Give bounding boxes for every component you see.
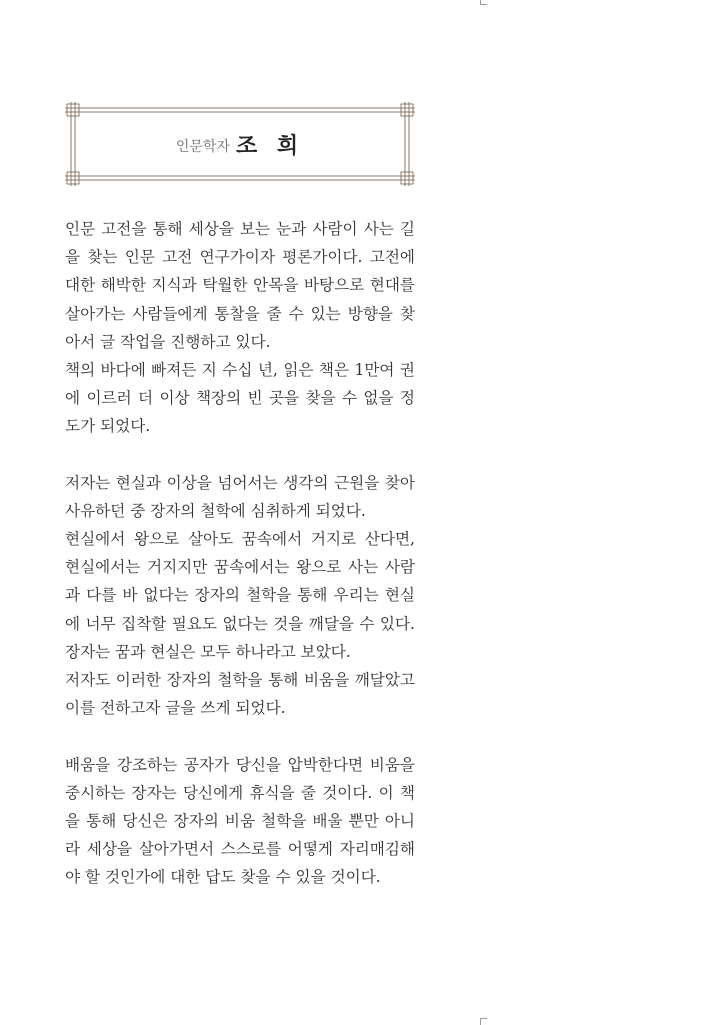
text-line: 현실에서는 거지지만 꿈속에서는 왕으로 사는 사람 [65,558,415,577]
text-line: 인문 고전을 통해 세상을 보는 눈과 사람이 사는 길 [65,220,415,238]
text-line: 현실에서 왕으로 살아도 꿈속에서 거지로 산다면, [65,530,415,549]
bio-paragraph-3 [65,751,415,892]
text-line: 아서 글 작업을 진행하고 있다. [65,332,271,351]
author-title-frame [65,102,415,186]
text-line: 살아가는 사람들에게 통찰을 줄 수 있는 방향을 찾 [65,304,415,323]
text-line: 을 찾는 인문 고전 연구가이자 평론가이다. 고전에 [65,248,415,267]
text-line: 대한 해박한 지식과 탁월한 안목을 바탕으로 현대를 [65,276,415,295]
text-line: 이를 전하고자 글을 쓰게 되었다. [65,699,286,718]
text-line: 과 다를 바 없다는 장자의 철학을 통해 우리는 현실 [65,586,415,605]
bio-paragraph-2 [65,469,415,723]
paragraph-gap [65,722,415,750]
text-line: 야 할 것인가에 대한 답도 찾을 수 있을 것이다. [65,868,381,887]
text-line: 책의 바다에 빠져든 지 수십 년, 읽은 책은 1만여 권 [65,360,415,379]
author-role: 인문학자 [175,139,230,155]
paragraph-gap [65,441,415,469]
text-line: 에 너무 집착할 필요도 없다는 것을 깨달을 수 있다. [65,614,415,633]
author-name: 조 희 [235,132,305,159]
text-line: 사유하던 중 장자의 철학에 심취하게 되었다. [65,501,366,520]
author-bio [65,215,415,892]
text-line: 저자도 이러한 장자의 철학을 통해 비움을 깨달았고 [65,671,415,689]
text-line: 을 통해 당신은 장자의 비움 철학을 배울 뿐만 아니 [65,811,415,830]
crop-mark-top [480,0,487,5]
text-line: 도가 되었다. [65,417,151,436]
bio-paragraph-1 [65,215,415,441]
text-line: 저자는 현실과 이상을 넘어서는 생각의 근원을 찾아 [65,473,415,492]
text-line: 에 이르러 더 이상 책장의 빈 곳을 찾을 수 없을 정 [65,389,415,408]
text-line: 배움을 강조하는 공자가 당신을 압박한다면 비움을 [65,755,415,774]
text-line: 라 세상을 살아가면서 스스로를 어떻게 자리매김해 [65,840,415,859]
text-line: 장자는 꿈과 현실은 모두 하나라고 보았다. [65,642,351,661]
text-line: 중시하는 장자는 당신에게 휴식을 줄 것이다. 이 책 [65,783,415,802]
